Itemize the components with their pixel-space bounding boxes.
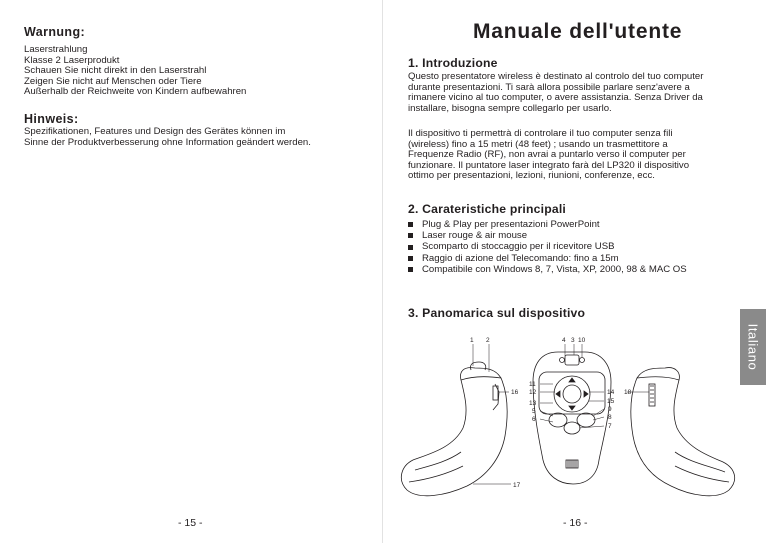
callout-label: 3 (571, 337, 575, 344)
intro-line: Questo presentatore wireless è destinato al controlo del tuo computer (408, 71, 704, 82)
warning-line: Zeigen Sie nicht auf Menschen oder Tiere (24, 75, 202, 87)
page-number-left: - 15 - (178, 517, 203, 529)
intro-line: Frequenze Radio (RF), non avrai a puntarlo verso il computer per (408, 149, 686, 161)
hint-text (24, 127, 311, 148)
callout-label: 15 (607, 398, 615, 405)
hint-title: Hinweis: (24, 112, 79, 126)
warning-line: Klasse 2 Laserprodukt (24, 54, 120, 66)
callout-label: 11 (529, 381, 536, 388)
intro-line: ottimo per presentazioni, lezioni, riunioni, conferenze, ecc. (408, 170, 655, 182)
warning-line: Schauen Sie nicht direkt in den Laserstrahl (24, 65, 207, 77)
intro-line: (wireless) fino a 15 metri (48 feet) ; usando un trasmettitore a (408, 138, 668, 150)
page-number-right: - 16 - (563, 517, 588, 529)
hint-line: Sinne der Produktverbesserung ohne Information geändert werden. (24, 136, 311, 148)
hint-line: Spezifikationen, Features und Design des Gerätes können im (24, 126, 286, 137)
callout-label: 7 (608, 423, 612, 430)
language-tab-label: Italiano (745, 323, 761, 371)
presenter-side-view-right (631, 368, 735, 496)
intro-line: funzionare. Il puntatore laser integrato farà del LP320 il dispositivo (408, 159, 690, 171)
warning-line: Laserstrahlung (24, 44, 88, 55)
callout-label: 14 (607, 389, 615, 396)
callout-label: 8 (608, 414, 612, 421)
section-overview-title: 3. Panomarica sul dispositivo (408, 306, 586, 320)
warning-line: Außerhalb der Reichweite von Kindern aufbewahren (24, 86, 247, 98)
callout-label: 10 (578, 337, 586, 344)
feature-text: Laser rouge & air mouse (422, 230, 528, 242)
intro-line: durante presentazioni. Ti sarà allora possibile parlare senz'avere a (408, 81, 690, 93)
device-diagram (383, 0, 766, 543)
warning-title: Warnung: (24, 25, 86, 39)
callout-label: 1 (470, 337, 474, 344)
intro-line: rimanere vicino al tuo computer, o avere assistanzia. Senza Driver da (408, 92, 703, 104)
feature-text: Scomparto di stoccaggio per il ricevitore USB (422, 241, 615, 253)
presenter-side-view-left (401, 362, 507, 496)
callout-label: 12 (529, 389, 537, 396)
section-introduction-title: 1. Introduzione (408, 56, 498, 70)
right-page (383, 0, 766, 543)
section-features-title: 2. Carateristiche principali (408, 202, 567, 216)
feature-text: Plug & Play per presentazioni PowerPoint (422, 219, 600, 230)
feature-text: Compatibile con Windows 8, 7, Vista, XP, 2000, 98 & MAC OS (422, 263, 687, 275)
manual-title: Manuale dell'utente (473, 20, 683, 43)
callout-label: 18 (624, 389, 632, 396)
callout-label: 9 (608, 406, 612, 413)
presenter-front-view (533, 352, 611, 484)
callout-label: 4 (562, 337, 566, 344)
callout-label: 2 (486, 337, 490, 344)
callout-label: 17 (513, 482, 521, 489)
intro-line: installare, bisogna sempre collegarlo per usarlo. (408, 102, 612, 114)
callout-label: 16 (511, 389, 519, 396)
feature-text: Raggio di azione del Telecomando: fino a 15m (422, 252, 619, 264)
callout-label: 6 (532, 416, 536, 423)
language-tab (740, 309, 766, 385)
intro-line: Il dispositivo ti permettrà di controlare il tuo computer senza fili (408, 128, 673, 139)
callout-label: 13 (529, 400, 537, 407)
warning-text (24, 45, 246, 98)
callout-label: 5 (532, 408, 536, 415)
